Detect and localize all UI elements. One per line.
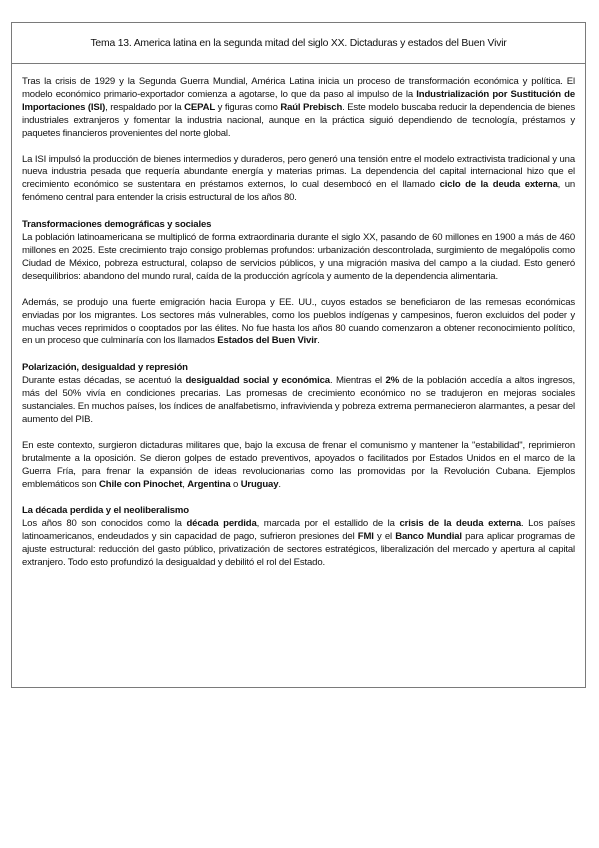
text-run: y figuras como [215,101,281,113]
text-run: , respaldado por la [105,101,185,113]
bold-term: FMI [357,531,374,543]
section3-paragraph-1 [22,518,575,570]
section1-paragraph-1: La población latinoamericana se multiplicó de forma extraordinaria durante el siglo XX, pasando de 60 millones en 1900 a más de 460 millones en 2025. Este crecimiento trajo consigo problemas profundos: urbanización descontrolada, surgimiento de megalópolis como Ciudad de México, pobreza estructural, colapso de servicios públicos, y una migración masiva del campo a la ciudad. Esto generó desequilibrios: abandono del mundo rural, caída de la producción agrícola y aumento de la dependencia alimentaria. [22,232,575,282]
text-run: , un fenómeno central para entender la crisis estructural de los años 80. [22,179,576,204]
text-run: de la población accedía a altos ingresos, más del 50% vivía en condiciones precarias. Las promesas de crecimiento económico no se tradujeron en mejoras sociales sustanciales. En muchos países, los índices de analfabetismo, infravivienda y pobreza extrema permanecieron alarmantes, a pesar del aumento del PIB. [22,375,575,425]
text-run: y el [373,531,396,543]
bold-term: Banco Mundial [395,531,462,543]
bold-term: Uruguay [240,478,279,490]
text-run: Durante estas décadas, se acentuó la [22,375,186,387]
text-run: Además, se produjo una fuerte emigración hacia Europa y EE. UU., cuyos estados se beneficiaron de las remesas económicas enviadas por los migrantes. Los sectores más vulnerables, como los pueblos indígenas y campesinos, fueron excluidos del poder y muchas veces reprimidos o cooptados por las élites. No fue hasta los años 80 cuando comenzaron a obtener reconocimiento político, en un proceso que culminaría con los llamados [22,296,575,347]
document-title: Tema 13. America latina en la segunda mitad del siglo XX. Dictaduras y estados del Buen Vivir [90,37,507,49]
text-run: . Este modelo buscaba reducir la dependencia de bienes industriales extranjeros y fomentar la industria nacional, aunque en la práctica siguió dependiendo de tecnología, préstamos y paquetes financieros provenientes del norte global. [22,101,576,139]
bold-term: CEPAL [184,101,216,113]
text-run: La ISI impulsó la producción de bienes intermedios y duraderos, pero generó una tensión entre el modelo extractivista tradicional y una nueva industria pesada que requería abundante energía y materias primas. La dependencia del capital internacional hizo que el crecimiento económico se sustentara en préstamos externos, lo cual desembocó en el llamado [22,153,575,191]
text-run: . [278,478,281,490]
section2-paragraph-2 [22,440,575,492]
text-run: , [182,478,188,490]
title-box [11,22,586,64]
text-run: , marcada por el estallido de la [256,518,400,530]
section-heading-demografia: Transformaciones demográficas y sociales [22,219,212,231]
bold-term: 2% [385,375,400,387]
bold-term: Estados del Buen Vivir [217,335,318,347]
intro-paragraph-1 [22,76,575,141]
bold-term: década perdida [186,518,257,530]
bold-term: Raúl Prebisch [280,101,343,113]
section2-paragraph-1 [22,375,575,427]
text-run: . Mientras el [329,375,386,387]
content-box [11,64,586,688]
bold-term: ciclo de la deuda externa [439,179,558,191]
text-run: Tras la crisis de 1929 y la Segunda Guerra Mundial, América Latina inicia un proceso de transformación económica y política. El modelo económico primario-exportador comienza a agotarse, lo que da paso al impulso de la [22,76,575,100]
section-heading-decada-perdida: La década perdida y el neoliberalismo [22,505,189,517]
bold-term: desigualdad social y económica [185,375,330,387]
intro-paragraph-2 [22,154,575,206]
section-heading-polarizacion: Polarización, desigualdad y represión [22,362,188,374]
bold-term: Argentina [187,478,231,490]
text-run: para aplicar programas de ajuste estructural: reducción del gasto público, privatización de sectores estratégicos, liberalización del mercado y apertura al capital extranjero. Todo esto profundizó la desigualdad y debilitó el rol del Estado. [22,531,575,569]
text-run: Los años 80 son conocidos como la [22,518,187,530]
bold-term: Industrialización por Sustitución de Importaciones (ISI) [22,88,575,113]
text-run: En este contexto, surgieron dictaduras militares que, bajo la excusa de frenar el comunismo y mantener la "estabilidad", reprimieron brutalmente a la oposición. Se dieron golpes de estado preventivos, apoyados o facilitados por Estados Unidos en el marco de la Guerra Fría, para frenar la expansión de ideas revolucionarias como las promovidas por la Revolución Cubana. Ejemplos emblemáticos son [22,439,575,490]
bold-term: crisis de la deuda externa [399,518,521,530]
text-run: . [317,335,320,347]
text-run: . Los países latinoamericanos, endeudados y sin capacidad de pago, sufrieron presiones del [22,518,576,543]
bold-term: Chile con Pinochet [99,478,183,490]
text-run: o [230,478,241,490]
section1-paragraph-2 [22,297,575,349]
